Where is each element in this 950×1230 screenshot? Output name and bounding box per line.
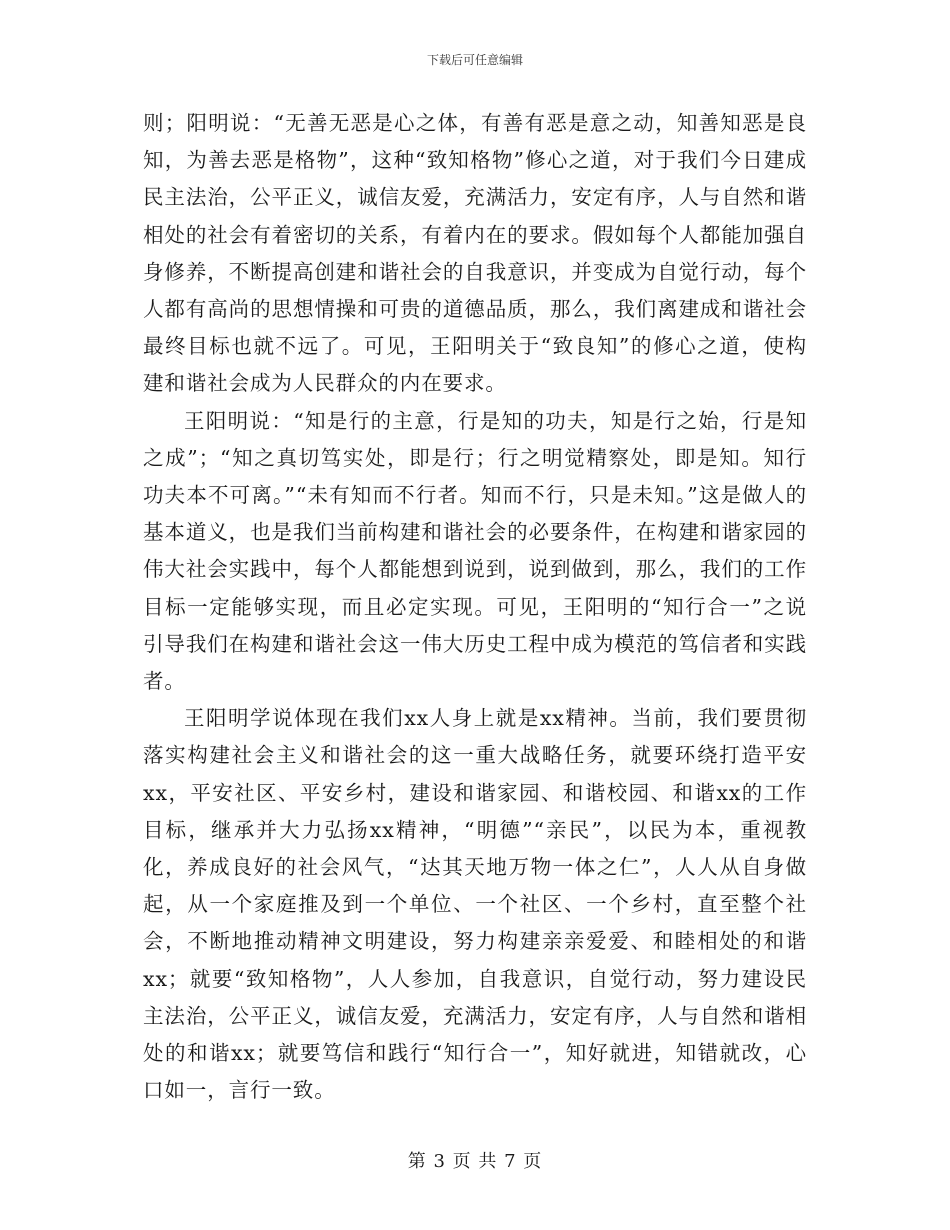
page-header: 下载后可任意编辑 bbox=[426, 53, 523, 67]
paragraph-xx-spirit: 王阳明学说体现在我们xx人身上就是xx精神。当前，我们要贯彻落实构建社会主义和谐社会的这一重大战略任务，就要环绕打造平安xx，平安社区、平安乡村，建设和谐家园、和谐校园、和谐xx的工作目标，继承并大力弘扬xx精神，“明德”“亲民”，以民为本，重视教化，养成良好的社会风气，“达其天地万物一体之仁”，人人从自身做起，从一个家庭推及到一个单位、一个社区、一个乡村，直至整个社会，不断地推动精神文明建设，努力构建亲亲爱爱、和睦相处的和谐xx；就要“致知格物”，人人参加，自我意识，自觉行动，努力建设民主法治，公平正义，诚信友爱，充满活力，安定有序，人与自然和谐相处的和谐xx；就要笃信和践行“知行合一”，知好就进，知错就改，心口如一，言行一致。 bbox=[143, 706, 807, 1103]
document-body bbox=[143, 105, 807, 1109]
paragraph-continuation: 则；阳明说：“无善无恶是心之体，有善有恶是意之动，知善知恶是良知，为善去恶是格物”，这种“致知格物”修心之道，对于我们今日建成民主法治，公平正义，诚信友爱，充满活力，安定有序，人与自然和谐相处的社会有着密切的关系，有着内在的要求。假如每个人都能加强自身修养，不断提高创建和谐社会的自我意识，并变成为自觉行动，每个人都有高尚的思想情操和可贵的道德品质，那么，我们离建成和谐社会最终目标也就不远了。可见，王阳明关于“致良知”的修心之道，使构建和谐社会成为人民群众的内在要求。 bbox=[143, 111, 807, 396]
paragraph-zhixing-heyi: 王阳明说：“知是行的主意，行是知的功夫，知是行之始，行是知之成”；“知之真切笃实处，即是行；行之明觉精察处，即是知。知行功夫本不可离。”“未有知而不行者。知而不行，只是未知。”这是做人的基本道义，也是我们当前构建和谐社会的必要条件，在构建和谐家园的伟大社会实践中，每个人都能想到说到，说到做到，那么，我们的工作目标一定能够实现，而且必定实现。可见，王阳明的“知行合一”之说引导我们在构建和谐社会这一伟大历史工程中成为模范的笃信者和实践者。 bbox=[143, 408, 807, 694]
page-number: 第 3 页 共 7 页 bbox=[407, 1151, 543, 1172]
